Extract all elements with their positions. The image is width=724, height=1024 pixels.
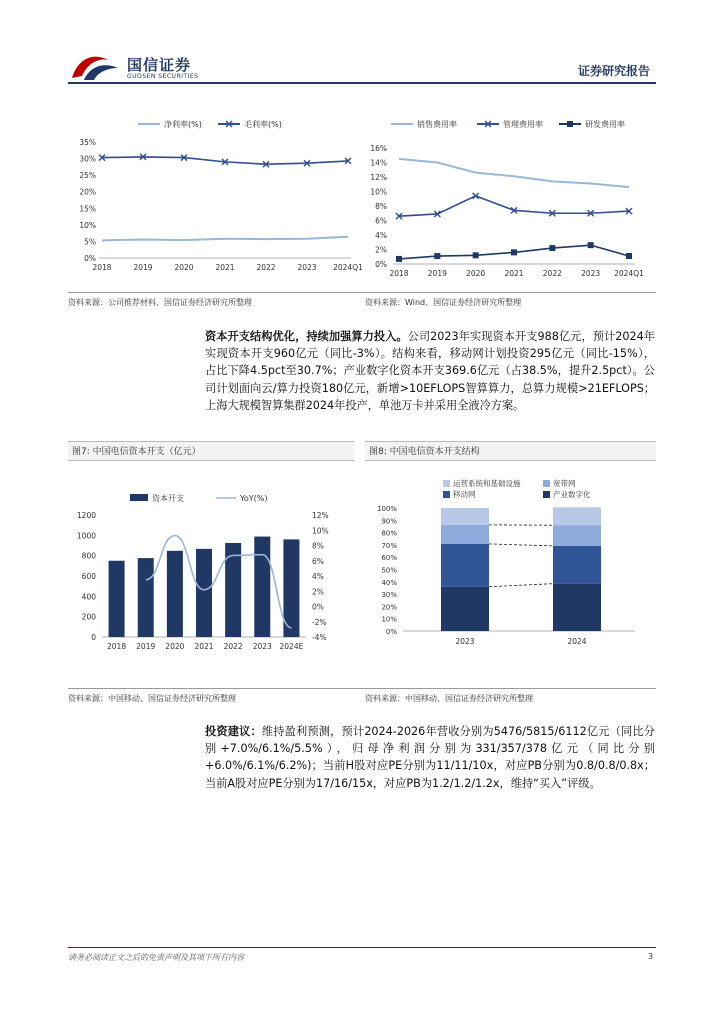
x-tick-label: 2018 — [389, 269, 409, 278]
paragraph-lead: 投资建议： — [205, 725, 262, 738]
company-logo-mark — [70, 52, 122, 82]
y-tick-label: 60% — [381, 554, 397, 563]
y-tick-label: 35% — [79, 138, 96, 147]
y-tick-label: 100% — [376, 505, 397, 513]
body-paragraph — [205, 328, 655, 414]
y-tick-label: 0% — [385, 628, 397, 636]
paragraph-lead: 资本开支结构优化，持续加强算力投入。 — [205, 330, 408, 343]
data-point — [549, 245, 555, 251]
x-tick-label: 2021 — [194, 642, 214, 651]
bar — [254, 537, 270, 637]
y-tick-label: 15% — [79, 204, 96, 214]
bar-segment — [553, 546, 601, 584]
source-note: 资料来源：中国移动、国信证券经济研究所整理 — [365, 694, 533, 703]
y-tick-label: 25% — [79, 171, 96, 181]
disclaimer-note: 请务必阅读正文之后的免责声明及其项下所有内容 — [68, 953, 244, 962]
chart-margin — [68, 110, 363, 290]
x-tick-label: 2018 — [92, 263, 112, 272]
y2-tick-label: 4% — [312, 572, 324, 581]
source-note: 资料来源：Wind、国信证券经济研究所整理 — [365, 298, 522, 307]
data-point — [588, 242, 594, 248]
bar-segment — [553, 584, 601, 631]
y-tick-label: 600 — [81, 572, 96, 581]
legend-label: YoY(%) — [240, 494, 268, 503]
x-tick-label: 2024E — [279, 642, 304, 651]
legend-label: 销售费用率 — [417, 120, 457, 129]
data-point — [396, 256, 402, 262]
y-tick-label: 400 — [81, 592, 96, 602]
y-tick-label: 4% — [375, 231, 387, 240]
y-tick-label: 14% — [370, 158, 387, 168]
y-tick-label: 800 — [81, 551, 96, 561]
x-tick-label: 2021 — [504, 269, 524, 278]
y-tick-label: 20% — [381, 603, 397, 612]
y2-tick-label: -2% — [312, 617, 327, 627]
chart-capex — [68, 485, 358, 660]
x-tick-label: 2022 — [542, 269, 562, 278]
legend-label: 产业数字化 — [553, 490, 591, 499]
x-tick-label: 2024Q1 — [614, 269, 644, 278]
y-tick-label: 5% — [84, 237, 96, 247]
bar — [109, 561, 125, 637]
x-tick-label: 2020 — [165, 642, 185, 651]
x-tick-label: 2019 — [427, 269, 447, 278]
y2-tick-label: 6% — [312, 556, 324, 566]
y2-tick-label: 12% — [312, 511, 329, 520]
figure-caption: 图8: 中国电信资本开支结构 — [369, 447, 480, 457]
figure-caption: 图7: 中国电信资本开支（亿元） — [72, 447, 201, 457]
legend-label: 净利率(%) — [164, 120, 202, 129]
x-tick-label: 2024Q1 — [333, 263, 363, 272]
series-line — [102, 237, 348, 241]
footer-divider — [68, 947, 656, 948]
bar-segment — [441, 587, 489, 631]
y-tick-label: 50% — [381, 566, 397, 575]
bar-segment — [553, 525, 601, 546]
x-tick-label: 2021 — [215, 263, 235, 272]
y2-tick-label: 0% — [312, 602, 324, 612]
bar — [196, 549, 212, 637]
x-tick-label: 2023 — [455, 637, 475, 646]
legend-label: 资本开支 — [152, 494, 184, 503]
y-tick-label: 10% — [370, 187, 387, 197]
y-tick-label: 70% — [381, 541, 397, 550]
y-tick-label: 12% — [370, 173, 387, 182]
source-divider — [68, 688, 656, 689]
body-paragraph — [205, 723, 655, 792]
legend-swatch — [443, 480, 450, 487]
x-tick-label: 2018 — [107, 642, 127, 651]
legend-label: 毛利率(%) — [244, 120, 282, 129]
legend-marker — [567, 121, 573, 127]
bar — [138, 558, 154, 637]
y-tick-label: 30% — [381, 591, 397, 600]
source-divider — [68, 292, 656, 293]
source-note: 资料来源：公司推荐材料、国信证券经济研究所整理 — [68, 298, 252, 307]
y2-tick-label: 8% — [312, 541, 324, 551]
legend-label: 研发费用率 — [585, 120, 625, 129]
x-tick-label: 2023 — [581, 269, 601, 278]
legend-swatch — [443, 491, 450, 498]
y2-tick-label: -4% — [312, 633, 327, 642]
legend-swatch — [130, 494, 148, 501]
page-number: 3 — [648, 952, 654, 961]
y-tick-label: 1000 — [76, 531, 96, 541]
bar-segment — [441, 508, 489, 525]
y-tick-label: 0% — [375, 260, 387, 269]
y-tick-label: 16% — [370, 144, 387, 153]
bar-segment — [441, 525, 489, 544]
legend-label: 移动网 — [453, 490, 476, 499]
x-tick-label: 2020 — [466, 269, 486, 278]
y-tick-label: 1200 — [76, 511, 96, 520]
header-divider — [68, 82, 656, 84]
connector-line — [489, 544, 553, 546]
y-tick-label: 0% — [84, 254, 96, 263]
y-tick-label: 8% — [375, 202, 387, 211]
connector-line — [489, 584, 553, 587]
bar-segment — [553, 507, 601, 525]
report-type-label: 证券研究报告 — [578, 64, 651, 78]
legend-label: 运营系统和基础设施 — [453, 479, 521, 488]
y-tick-label: 200 — [81, 612, 96, 622]
y-tick-label: 6% — [375, 216, 387, 226]
y2-tick-label: 2% — [312, 587, 324, 597]
series-line — [102, 157, 348, 164]
y-tick-label: 10% — [381, 615, 397, 624]
data-point — [434, 253, 440, 259]
x-tick-label: 2019 — [136, 642, 156, 651]
x-tick-label: 2023 — [252, 642, 272, 651]
series-line — [399, 196, 629, 216]
data-point — [511, 249, 517, 255]
y-tick-label: 90% — [381, 517, 397, 526]
x-tick-label: 2022 — [256, 263, 276, 272]
chart-capex-structure — [365, 478, 655, 660]
y-tick-label: 2% — [375, 245, 387, 255]
legend-label: 管理费用率 — [503, 120, 543, 129]
series-line — [399, 159, 629, 187]
logo-name-en: GUOSEN SECURITIES — [127, 73, 199, 80]
chart-expense-ratio — [365, 110, 655, 290]
x-tick-label: 2024 — [567, 637, 587, 646]
x-tick-label: 2022 — [223, 642, 243, 651]
y-tick-label: 20% — [79, 187, 96, 197]
legend-swatch — [543, 480, 550, 487]
paragraph-text: 公司2023年实现资本开支988亿元，预计2024年实现资本开支960亿元（同比-3%）。结构来看，移动网计划投资295亿元（同比-15%），占比下降4.5pct至30.7%；产业数字化资本开支369.6亿元（占38.5%，提升2.5pct）。公司计划面向云/算力投资180亿元，新增>10EFLOPS智算算力，总算力规模>21EFLOPS；上海大规模智算集群2024年投产，单池万卡并采用全液冷方案。 — [205, 330, 655, 412]
legend-label: 宽带网 — [553, 479, 576, 488]
source-note: 资料来源：中国移动、国信证券经济研究所整理 — [68, 694, 236, 703]
data-point — [473, 252, 479, 258]
y-tick-label: 80% — [381, 529, 397, 538]
y-tick-label: 0 — [91, 633, 96, 642]
y-tick-label: 30% — [79, 154, 96, 164]
x-tick-label: 2023 — [297, 263, 317, 272]
logo-name-cn: 国信证券 — [127, 56, 192, 74]
paragraph-text: 维持盈利预测，预计2024-2026年营收分别为5476/5815/6112亿元（同比分别+7.0%/6.1%/5.5%），归母净利润分别为331/357/378亿元（同比分别+6.0%/6.1%/6.2%)；当前H股对应PE分别为11/11/10x，对应PB分别为0.8/0.8/0.8x；当前A股对应PE分别为17/16/15x，对应PB为1.2/1.2/1.2x，维持“买入”评级。 — [205, 725, 655, 790]
x-tick-label: 2020 — [174, 263, 194, 272]
bar-segment — [441, 544, 489, 587]
data-point — [626, 253, 632, 259]
legend-swatch — [543, 491, 550, 498]
x-tick-label: 2019 — [133, 263, 153, 272]
bar — [167, 551, 183, 637]
y-tick-label: 10% — [79, 220, 96, 230]
y-tick-label: 40% — [381, 578, 397, 587]
y2-tick-label: 10% — [312, 526, 329, 536]
